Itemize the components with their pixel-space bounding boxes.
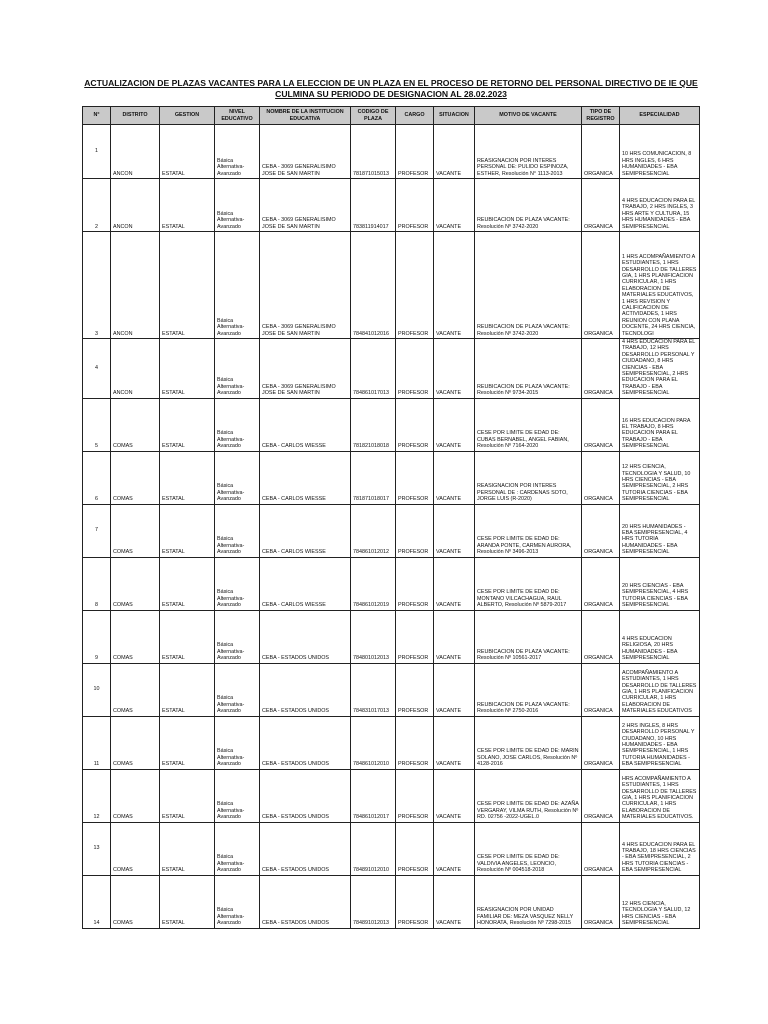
cell-codigo: 784841012016	[351, 232, 396, 339]
cell-nivel: Básica Alternativa-Avanzado	[215, 232, 260, 339]
header-gestion: GESTION	[160, 107, 215, 125]
table-row	[83, 339, 700, 399]
cell-distrito: ANCON	[111, 179, 160, 232]
cell-situacion: VACANTE	[434, 716, 475, 769]
cell-nivel: Básica Alternativa-Avanzado	[215, 663, 260, 716]
table-row	[83, 610, 700, 663]
table-row	[83, 504, 700, 557]
cell-motivo: REUBICACION DE PLAZA VACANTE: Resolución Nº 2750-2016	[475, 663, 582, 716]
cell-motivo: REASIGNACION POR INTERES PERSONAL DE : CARDENAS SOTO, JORGE LUIS (R-2020)	[475, 451, 582, 504]
cell-nivel: Básica Alternativa-Avanzado	[215, 339, 260, 399]
cell-registro: ORGANICA	[582, 179, 620, 232]
cell-registro: ORGANICA	[582, 232, 620, 339]
cell-distrito: ANCON	[111, 339, 160, 399]
cell-nivel: Básica Alternativa-Avanzado	[215, 610, 260, 663]
cell-cargo: PROFESOR	[396, 875, 434, 928]
cell-institucion: CEBA - 3069 GENERALISIMO JOSE DE SAN MARTIN	[260, 232, 351, 339]
cell-gestion: ESTATAL	[160, 875, 215, 928]
cell-distrito: COMAS	[111, 875, 160, 928]
header-codigo: CODIGO DE PLAZA	[351, 107, 396, 125]
cell-num: 1	[83, 125, 111, 179]
cell-num: 13	[83, 822, 111, 875]
cell-registro: ORGANICA	[582, 822, 620, 875]
page-title: ACTUALIZACION DE PLAZAS VACANTES PARA LA ELECCION DE UN PLAZA EN EL PROCESO DE RETORNO DEL PERSONAL DIRECTIVO DE IE QUE CULMINA SU PERIODO DE DESIGNACION AL 28.02.2023	[84, 78, 698, 99]
cell-motivo: CESE POR LIMITE DE EDAD DE: CUBAS BERNABEL, ANGEL FABIAN, Resolución Nº 7164-2020	[475, 398, 582, 451]
cell-codigo: 781871018017	[351, 451, 396, 504]
cell-motivo: CESE POR LIMITE DE EDAD DE: MONTANO VILCACHAGUA, RAUL ALBERTO, Resolución Nº 5879-2017	[475, 557, 582, 610]
cell-gestion: ESTATAL	[160, 716, 215, 769]
cell-distrito: COMAS	[111, 716, 160, 769]
cell-distrito: COMAS	[111, 557, 160, 610]
cell-especialidad: 1 HRS ACOMPAÑAMIENTO A ESTUDIANTES, 1 HRS DESARROLLO DE TALLERES GIA, 1 HRS PLANIFICACION CURRICULAR, 1 HRS ELABORACION DE MATERIALES EDUCATIVOS, 1 HRS REVISION Y CALIFICACION DE ACTIVIDADES, 1 HRS REUNION CON PLANA DOCENTE, 24 HRS CIENCIA, TECNOLOGI	[620, 232, 700, 339]
cell-cargo: PROFESOR	[396, 339, 434, 399]
table-row	[83, 716, 700, 769]
cell-num: 7	[83, 504, 111, 557]
cell-especialidad: 4 HRS EDUCACION PARA EL TRABAJO, 2 HRS INGLES, 3 HRS ARTE Y CULTURA, 15 HRS HUMANIDADES - EBA SEMIPRESENCIAL	[620, 179, 700, 232]
cell-nivel: Básica Alternativa-Avanzado	[215, 125, 260, 179]
cell-registro: ORGANICA	[582, 875, 620, 928]
cell-especialidad: 10 HRS COMUNICACION, 8 HRS INGLES, 6 HRS HUMANIDADES - EBA SEMIPRESENCIAL	[620, 125, 700, 179]
cell-institucion: CEBA - ESTADOS UNIDOS	[260, 716, 351, 769]
cell-cargo: PROFESOR	[396, 769, 434, 822]
cell-distrito: COMAS	[111, 663, 160, 716]
cell-registro: ORGANICA	[582, 769, 620, 822]
cell-cargo: PROFESOR	[396, 398, 434, 451]
table-row	[83, 451, 700, 504]
cell-num: 3	[83, 232, 111, 339]
cell-situacion: VACANTE	[434, 232, 475, 339]
cell-situacion: VACANTE	[434, 822, 475, 875]
cell-institucion: CEBA - ESTADOS UNIDOS	[260, 610, 351, 663]
cell-codigo: 784831017013	[351, 663, 396, 716]
cell-gestion: ESTATAL	[160, 232, 215, 339]
cell-situacion: VACANTE	[434, 663, 475, 716]
cell-registro: ORGANICA	[582, 504, 620, 557]
cell-num: 10	[83, 663, 111, 716]
cell-especialidad: 12 HRS CIENCIA, TECNOLOGIA Y SALUD, 12 HRS CIENCIAS - EBA SEMIPRESENCIAL	[620, 875, 700, 928]
table-row	[83, 179, 700, 232]
cell-cargo: PROFESOR	[396, 179, 434, 232]
cell-motivo: REUBICACION DE PLAZA VACANTE: Resolución Nº 9734-2015	[475, 339, 582, 399]
cell-codigo: 784861012010	[351, 716, 396, 769]
cell-cargo: PROFESOR	[396, 663, 434, 716]
cell-gestion: ESTATAL	[160, 398, 215, 451]
cell-institucion: CEBA - ESTADOS UNIDOS	[260, 663, 351, 716]
cell-especialidad: 20 HRS CIENCIAS - EBA SEMIPRESENCIAL, 4 HRS TUTORIA CIENCIAS - EBA SEMIPRESENCIAL	[620, 557, 700, 610]
cell-nivel: Básica Alternativa-Avanzado	[215, 716, 260, 769]
cell-cargo: PROFESOR	[396, 610, 434, 663]
header-num: N°	[83, 107, 111, 125]
cell-registro: ORGANICA	[582, 663, 620, 716]
header-cargo: CARGO	[396, 107, 434, 125]
cell-cargo: PROFESOR	[396, 716, 434, 769]
cell-especialidad: ACOMPAÑAMIENTO A ESTUDIANTES, 1 HRS DESARROLLO DE TALLERES GIA, 1 HRS PLANIFICACION CURRICULAR, 1 HRS ELABORACION DE MATERIALES EDUCATIVOS	[620, 663, 700, 716]
header-registro: TIPO DE REGISTRO	[582, 107, 620, 125]
cell-especialidad: HRS ACOMPAÑAMIENTO A ESTUDIANTES, 1 HRS DESARROLLO DE TALLERES GIA, 1 HRS PLANIFICACION CURRICULAR, 1 HRS ELABORACION DE MATERIALES EDUCATIVOS.	[620, 769, 700, 822]
header-motivo: MOTIVO DE VACANTE	[475, 107, 582, 125]
cell-num: 2	[83, 179, 111, 232]
cell-motivo: CESE POR LIMITE DE EDAD DE: ARANDA PONTE, CARMEN AURORA, Resolución Nº 3496-2013	[475, 504, 582, 557]
cell-motivo: REUBICACION DE PLAZA VACANTE: Resolución Nº 10561-2017	[475, 610, 582, 663]
cell-especialidad: 4 HRS EDUCACION RELIGIOSA, 20 HRS HUMANIDADES - EBA SEMIPRESENCIAL	[620, 610, 700, 663]
cell-situacion: VACANTE	[434, 504, 475, 557]
cell-num: 4	[83, 339, 111, 399]
cell-num: 8	[83, 557, 111, 610]
cell-num: 12	[83, 769, 111, 822]
cell-nivel: Básica Alternativa-Avanzado	[215, 179, 260, 232]
cell-nivel: Básica Alternativa-Avanzado	[215, 822, 260, 875]
cell-gestion: ESTATAL	[160, 557, 215, 610]
cell-codigo: 784801012013	[351, 610, 396, 663]
cell-situacion: VACANTE	[434, 557, 475, 610]
cell-cargo: PROFESOR	[396, 822, 434, 875]
table-row	[83, 663, 700, 716]
cell-gestion: ESTATAL	[160, 179, 215, 232]
cell-motivo: REASIGNACION POR INTERES PERSONAL DE: PULIDO ESPINOZA, ESTHER, Resolución N° 1113-2013	[475, 125, 582, 179]
cell-distrito: COMAS	[111, 769, 160, 822]
cell-registro: ORGANICA	[582, 339, 620, 399]
cell-situacion: VACANTE	[434, 610, 475, 663]
cell-num: 9	[83, 610, 111, 663]
cell-cargo: PROFESOR	[396, 504, 434, 557]
cell-cargo: PROFESOR	[396, 232, 434, 339]
cell-codigo: 783811914017	[351, 179, 396, 232]
cell-institucion: CEBA - CARLOS WIESSE	[260, 557, 351, 610]
cell-registro: ORGANICA	[582, 398, 620, 451]
cell-institucion: CEBA - ESTADOS UNIDOS	[260, 822, 351, 875]
cell-nivel: Básica Alternativa-Avanzado	[215, 398, 260, 451]
cell-distrito: COMAS	[111, 398, 160, 451]
cell-situacion: VACANTE	[434, 125, 475, 179]
cell-gestion: ESTATAL	[160, 451, 215, 504]
cell-situacion: VACANTE	[434, 769, 475, 822]
cell-distrito: COMAS	[111, 451, 160, 504]
cell-motivo: CESE POR LIMITE DE EDAD DE: VALDIVIA ANGELES, LEONCIO, Resolución Nº 004518-2018	[475, 822, 582, 875]
table-row	[83, 769, 700, 822]
cell-codigo: 781821018018	[351, 398, 396, 451]
vacancies-table	[82, 106, 700, 929]
cell-situacion: VACANTE	[434, 339, 475, 399]
header-especialidad: ESPECIALIDAD	[620, 107, 700, 125]
cell-distrito: ANCON	[111, 232, 160, 339]
cell-especialidad: 4 HRS EDUCACION PARA EL TRABAJO, 18 HRS CIENCIAS - EBA SEMIPRESENCIAL, 2 HRS TUTORIA CIENCIAS - EBA SEMIPRESENCIAL	[620, 822, 700, 875]
cell-distrito: ANCON	[111, 125, 160, 179]
table-row	[83, 557, 700, 610]
cell-num: 5	[83, 398, 111, 451]
cell-registro: ORGANICA	[582, 716, 620, 769]
cell-gestion: ESTATAL	[160, 610, 215, 663]
cell-motivo: REUBICACION DE PLAZA VACANTE: Resolución Nº 3742-2020	[475, 179, 582, 232]
table-body	[83, 125, 700, 929]
cell-especialidad: 2 HRS INGLES, 8 HRS DESARROLLO PERSONAL Y CIUDADANO, 10 HRS HUMANIDADES - EBA SEMIPRESENCIAL, 1 HRS TUTORIA HUMANIDADES - EBA SEMIPRESENCIAL	[620, 716, 700, 769]
cell-gestion: ESTATAL	[160, 125, 215, 179]
table-header	[83, 107, 700, 125]
cell-institucion: CEBA - ESTADOS UNIDOS	[260, 875, 351, 928]
cell-motivo: REASIGNACION POR UNIDAD FAMILIAR DE: MEZA VASQUEZ NELLY HONORATA, Resolución Nº 7298-2015	[475, 875, 582, 928]
table-row	[83, 398, 700, 451]
cell-distrito: COMAS	[111, 504, 160, 557]
cell-gestion: ESTATAL	[160, 822, 215, 875]
cell-gestion: ESTATAL	[160, 339, 215, 399]
cell-nivel: Básica Alternativa-Avanzado	[215, 769, 260, 822]
cell-num: 6	[83, 451, 111, 504]
cell-institucion: CEBA - ESTADOS UNIDOS	[260, 769, 351, 822]
cell-distrito: COMAS	[111, 610, 160, 663]
cell-institucion: CEBA - CARLOS WIESSE	[260, 398, 351, 451]
cell-gestion: ESTATAL	[160, 504, 215, 557]
cell-especialidad: 4 HRS EDUCACION PARA EL TRABAJO, 12 HRS DESARROLLO PERSONAL Y CIUDADANO, 8 HRS CIENCIAS - EBA SEMIPRESENCIAL, 2 HRS EDUCACION PARA EL TRABAJO - EBA SEMIPRESENCIAL	[620, 339, 700, 399]
cell-gestion: ESTATAL	[160, 663, 215, 716]
cell-registro: ORGANICA	[582, 451, 620, 504]
cell-institucion: CEBA - 3069 GENERALISIMO JOSE DE SAN MARTIN	[260, 125, 351, 179]
cell-motivo: CESE POR LIMITE DE EDAD DE: MARIN SOLANO, JOSE CARLOS, Resolución Nº 4128-2016	[475, 716, 582, 769]
cell-nivel: Básica Alternativa-Avanzado	[215, 557, 260, 610]
cell-motivo: REUBICACION DE PLAZA VACANTE: Resolución Nº 3742-2020	[475, 232, 582, 339]
cell-cargo: PROFESOR	[396, 451, 434, 504]
table-row	[83, 232, 700, 339]
cell-institucion: CEBA - 3069 GENERALISIMO JOSE DE SAN MARTIN	[260, 339, 351, 399]
cell-institucion: CEBA - CARLOS WIESSE	[260, 451, 351, 504]
cell-especialidad: 20 HRS HUMANIDADES - EBA SEMIPRESENCIAL, 4 HRS TUTORIA HUMANIDADES - EBA SEMIPRESENCIAL	[620, 504, 700, 557]
table-row	[83, 875, 700, 928]
cell-institucion: CEBA - 3069 GENERALISIMO JOSE DE SAN MARTIN	[260, 179, 351, 232]
cell-codigo: 784891012010	[351, 822, 396, 875]
cell-especialidad: 16 HRS EDUCACION PARA EL TRABAJO, 8 HRS EDUCACION PARA EL TRABAJO - EBA SEMIPRESENCIAL	[620, 398, 700, 451]
cell-num: 11	[83, 716, 111, 769]
cell-codigo: 784861012012	[351, 504, 396, 557]
header-institucion: NOMBRE DE LA INSTITUCION EDUCATIVA	[260, 107, 351, 125]
cell-codigo: 781871015013	[351, 125, 396, 179]
cell-codigo: 784861017013	[351, 339, 396, 399]
cell-distrito: COMAS	[111, 822, 160, 875]
table-row	[83, 125, 700, 179]
cell-especialidad: 12 HRS CIENCIA, TECNOLOGIA Y SALUD, 10 HRS CIENCIAS - EBA SEMIPRESENCIAL, 2 HRS TUTORIA CIENCIAS - EBA SEMIPRESENCIAL	[620, 451, 700, 504]
cell-nivel: Básica Alternativa-Avanzado	[215, 451, 260, 504]
cell-codigo: 784861012019	[351, 557, 396, 610]
cell-codigo: 784891012013	[351, 875, 396, 928]
cell-num: 14	[83, 875, 111, 928]
header-nivel: NIVEL EDUCATIVO	[215, 107, 260, 125]
cell-registro: ORGANICA	[582, 610, 620, 663]
cell-gestion: ESTATAL	[160, 769, 215, 822]
cell-situacion: VACANTE	[434, 451, 475, 504]
cell-nivel: Básica Alternativa-Avanzado	[215, 504, 260, 557]
cell-codigo: 784861012017	[351, 769, 396, 822]
cell-situacion: VACANTE	[434, 179, 475, 232]
cell-motivo: CESE POR LIMITE DE EDAD DE: AZAÑA VERGARAY, VILMA RUTH, Resolución Nº RD. 02756 -2022-UGEL.0	[475, 769, 582, 822]
cell-situacion: VACANTE	[434, 398, 475, 451]
header-situacion: SITUACION	[434, 107, 475, 125]
header-distrito: DISTRITO	[111, 107, 160, 125]
cell-institucion: CEBA - CARLOS WIESSE	[260, 504, 351, 557]
cell-registro: ORGANICA	[582, 125, 620, 179]
cell-cargo: PROFESOR	[396, 125, 434, 179]
cell-situacion: VACANTE	[434, 875, 475, 928]
cell-nivel: Básica Alternativa-Avanzado	[215, 875, 260, 928]
table-row	[83, 822, 700, 875]
cell-cargo: PROFESOR	[396, 557, 434, 610]
cell-registro: ORGANICA	[582, 557, 620, 610]
